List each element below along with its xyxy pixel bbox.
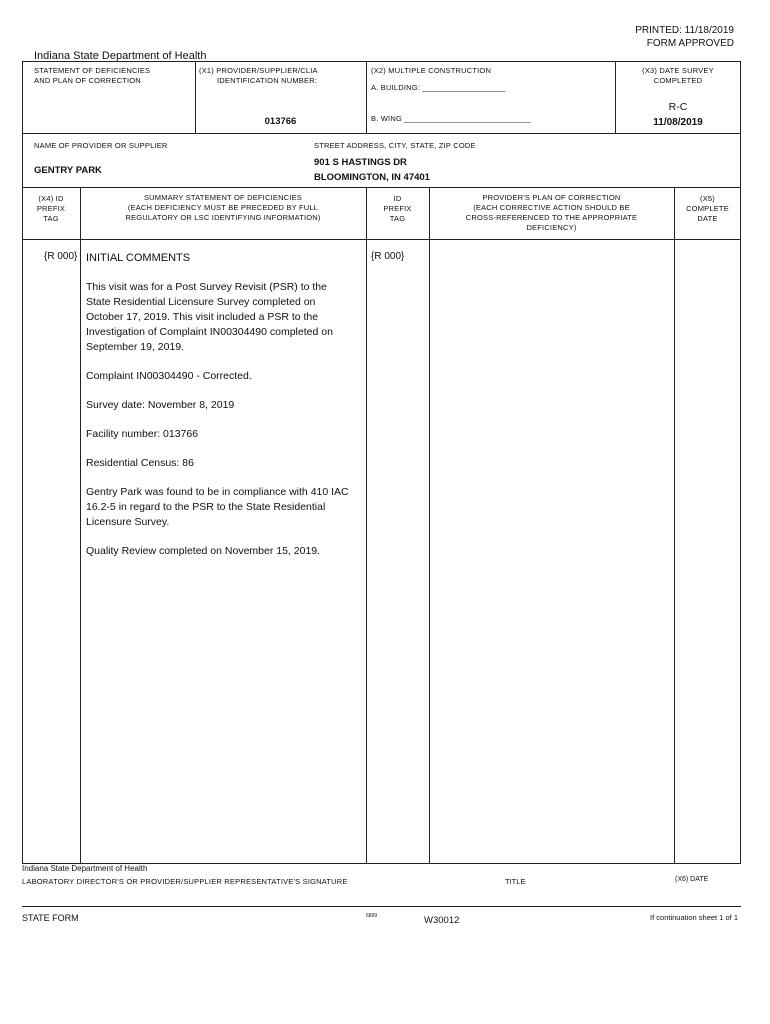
x1-id-number: 013766 [264,116,297,127]
id-header: ID PREFIX TAG [383,194,412,223]
x5-header: (X5) COMPLETE DATE [686,194,729,223]
title-label: TITLE [505,877,526,886]
form-code: W30012 [424,915,460,926]
building-field: A. BUILDING: ___________________ [371,83,506,92]
entry-tag: {R 000} [44,251,78,262]
x4-header: (X4) ID PREFIX TAG [36,194,66,223]
paragraph: Facility number: 013766 [86,428,199,440]
plan-header: PROVIDER'S PLAN OF CORRECTION (EACH CORRECTIVE ACTION SHOULD BE CROSS-REFERENCED TO THE APPROPRIATE DEFICIENCY) [465,193,638,232]
x3-label: (X3) DATE SURVEY COMPLETED [642,66,714,85]
provider-name-label: NAME OF PROVIDER OR SUPPLIER [34,141,168,150]
footer-agency: Indiana State Department of Health [22,864,148,873]
x2-label: (X2) MULTIPLE CONSTRUCTION [371,66,492,75]
city-state-zip: BLOOMINGTON, IN 47401 [314,172,430,183]
signature-label: LABORATORY DIRECTOR'S OR PROVIDER/SUPPLIER REPRESENTATIVE'S SIGNATURE [22,877,348,886]
street-address: 901 S HASTINGS DR [314,157,407,168]
paragraph: Complaint IN00304490 - Corrected. [86,370,252,382]
date-label: (X6) DATE [675,876,709,883]
wing-field: B. WING _____________________________ [371,114,532,123]
printed-date: PRINTED: 11/18/2019 [635,25,734,36]
entry-heading: INITIAL COMMENTS [86,252,191,264]
x3-code: R-C [668,101,688,113]
paragraph: Gentry Park was found to be in compliance with 410 IAC 16.2-5 in regard to the PSR to the State Residential Licensure Survey. [86,486,349,528]
summary-header: SUMMARY STATEMENT OF DEFICIENCIES (EACH DEFICIENCY MUST BE PRECEDED BY FULL REGULATORY OR LSC IDENTIFYING INFORMATION) [125,193,321,222]
paragraph: This visit was for a Post Survey Revisit (PSR) to the State Residential Licensure Survey completed on October 17, 2019. This visit included a PSR to the Investigation of Complaint IN00304490 completed on September 19, 2019. [86,281,333,353]
address-label: STREET ADDRESS, CITY, STATE, ZIP CODE [314,141,476,150]
agency-name: Indiana State Department of Health [34,50,207,62]
provider-name: GENTRY PARK [34,165,102,176]
paragraph: Residential Census: 86 [86,457,194,469]
continuation-sheet: If continuation sheet 1 of 1 [650,913,738,922]
form-status: FORM APPROVED [646,38,734,49]
x3-date: 11/08/2019 [653,117,703,128]
statement-label: STATEMENT OF DEFICIENCIES AND PLAN OF CORRECTION [34,66,151,85]
paragraph: Survey date: November 8, 2019 [86,399,235,411]
paragraph: Quality Review completed on November 15, 2019. [86,545,321,557]
form-code-small: 6899 [366,913,378,919]
entry-id-tag: {R 000} [371,251,405,262]
state-form-label: STATE FORM [22,913,79,923]
x1-label: (X1) PROVIDER/SUPPLIER/CLIA IDENTIFICATION NUMBER: [199,66,318,85]
summary-statement [86,280,354,573]
